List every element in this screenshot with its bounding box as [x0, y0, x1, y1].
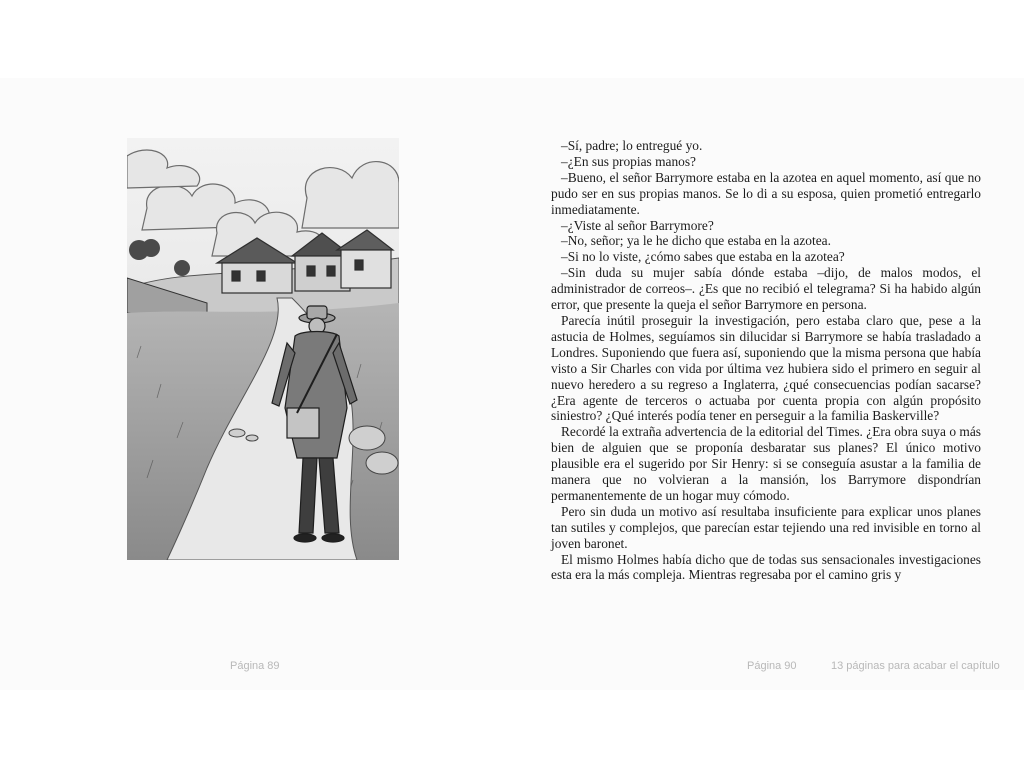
- paragraph: Parecía inútil proseguir la investigación, pero estaba claro que, pese a la astucia de Holmes, seguíamos sin dilucidar si Barrymore se había trasladado a Londres. Suponiendo que fuera así, suponiendo que la misma persona que había visto a Sir Charles con vida por última vez hubiera sido el primero en seguir al nuevo heredero a su regreso a Inglaterra, ¿qué consecuencias podían sacarse? ¿Era agente de terceros o actuaba por cuenta propia con algún propósito siniestro? ¿Qué interés podía tener en perseguir a la familia Baskerville?: [551, 312, 981, 424]
- paragraph: –¿En sus propias manos?: [561, 153, 696, 169]
- book-illustration: [127, 138, 399, 560]
- paragraph: –Si no lo viste, ¿cómo sabes que estaba en la azotea?: [561, 249, 845, 265]
- paragraph: Recordé la extraña advertencia de la editorial del Times. ¿Era obra suya o más bien de alguien que se proponía desbaratar sus planes? El único motivo plausible era el sugerido por Sir Henry: si se conseguía asustar a la familia de manera que no volvieran a la mansión, los Barrymore dispondrían permanentemente de un hogar muy cómodo.: [551, 424, 981, 503]
- left-page-number: Página 89: [230, 660, 280, 672]
- paragraph: Pero sin duda un motivo así resultaba insuficiente para explicar unos planes tan sutiles y complejos, que parecían estar tejiendo una red invisible en torno al joven baronet.: [551, 503, 981, 551]
- chapter-remaining: 13 páginas para acabar el capítulo: [831, 660, 1000, 672]
- paragraph: –Bueno, el señor Barrymore estaba en la azotea en aquel momento, así que no pudo ser en sus propias manos. Se lo di a su esposa, quien prometió entregarlo inmediatamente.: [551, 169, 981, 217]
- paragraph: –No, señor; ya le he dicho que estaba en la azotea.: [561, 233, 831, 249]
- right-page-number: Página 90: [747, 660, 797, 672]
- page-text: [551, 138, 981, 583]
- paragraph: El mismo Holmes había dicho que de todas sus sensacionales investigaciones esta era la más compleja. Mientras regresaba por el camino gris y: [551, 551, 981, 583]
- paragraph: –Sí, padre; lo entregué yo.: [561, 138, 703, 153]
- paragraph: –Sin duda su mujer sabía dónde estaba –dijo, de malos modos, el administrador de correos–. ¿Es que no recibió el telegrama? Si ha habido algún error, que presente la queja el señor Barrymore en persona.: [551, 265, 981, 313]
- paragraph: –¿Viste al señor Barrymore?: [561, 217, 714, 233]
